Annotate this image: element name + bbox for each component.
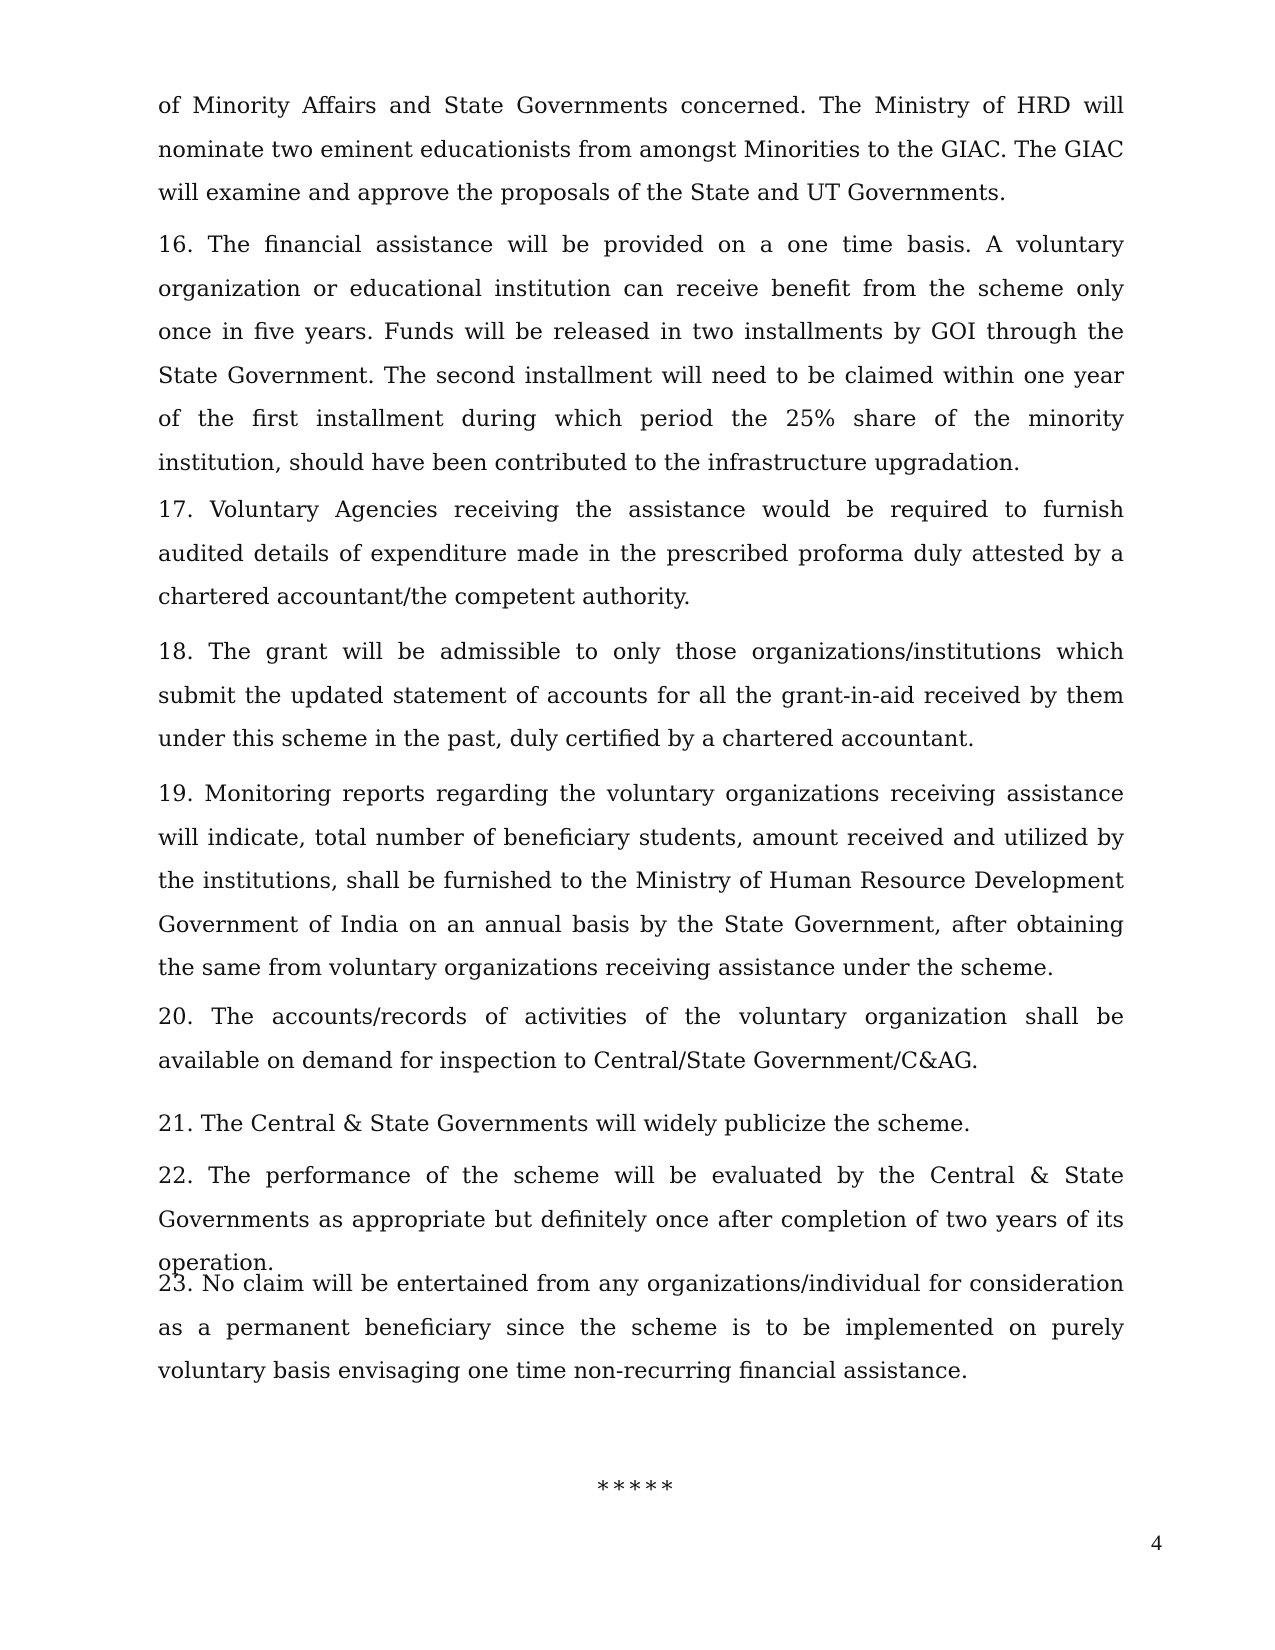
paragraph-20: 20. The accounts/records of activities of the voluntary organization shall be available on demand for inspection to Central/State Government/C&AG. bbox=[158, 1004, 1124, 1074]
paragraph-23: 23. No claim will be entertained from any organizations/individual for consideration as a permanent beneficiary since the scheme is to be implemented on purely voluntary basis envisaging one time non-recurring financial assistance. bbox=[158, 1271, 1124, 1384]
paragraph-16: 16. The financial assistance will be provided on a one time basis. A voluntary organization or educational institution can receive benefit from the scheme only once in five years. Funds will be released in two installments by GOI through the State Government. The second installment will need to be claimed within one year of the first installment during which period the 25% share of the minority institution, should have been contributed to the infrastructure upgradation. bbox=[158, 232, 1124, 476]
paragraph-22: 22. The performance of the scheme will be evaluated by the Central & State Governments as appropriate but definitely once after completion of two years of its operation. bbox=[158, 1163, 1124, 1276]
paragraph-continuation: of Minority Affairs and State Governments concerned. The Ministry of HRD will nominate two eminent educationists from amongst Minorities to the GIAC. The GIAC will examine and approve the proposals of the State and UT Governments. bbox=[158, 93, 1124, 206]
paragraph-21: 21. The Central & State Governments will widely publicize the scheme. bbox=[158, 1111, 971, 1137]
page-number: 4 bbox=[1151, 1530, 1162, 1555]
paragraph-18: 18. The grant will be admissible to only those organizations/institutions which submit the updated statement of accounts for all the grant-in-aid received by them under this scheme in the past, duly certified by a chartered accountant. bbox=[158, 639, 1124, 752]
paragraph-17: 17. Voluntary Agencies receiving the assistance would be required to furnish audited details of expenditure made in the prescribed proforma duly attested by a chartered accountant/the competent authority. bbox=[158, 497, 1124, 610]
paragraph-19: 19. Monitoring reports regarding the voluntary organizations receiving assistance will indicate, total number of beneficiary students, amount received and utilized by the institutions, shall be furnished to the Ministry of Human Resource Development Government of India on an annual basis by the State Government, after obtaining the same from voluntary organizations receiving assistance under the scheme. bbox=[158, 781, 1124, 981]
end-marker: ***** bbox=[597, 1478, 678, 1503]
